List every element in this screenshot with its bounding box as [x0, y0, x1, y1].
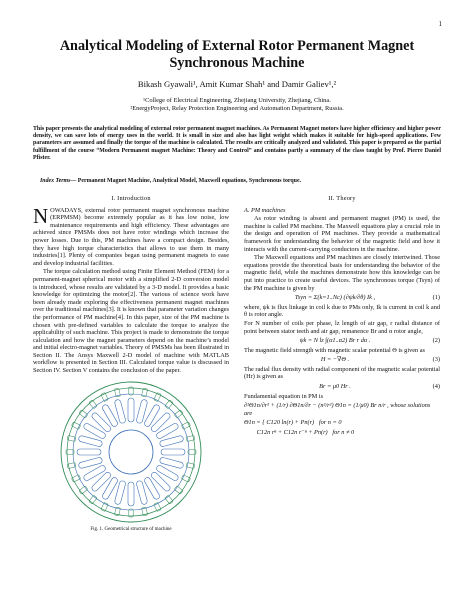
- page-number: 1: [438, 20, 442, 28]
- stator-slot: [91, 411, 112, 432]
- machine-cross-section-image: [46, 379, 216, 525]
- figure-1: [33, 379, 229, 534]
- intro-paragraph-1-text: OWADAYS, external rotor permanent magnet synchronous machine (ERPMSM) become extremely popular as it has low noise, low maintenance requirements and high efficiency. These advantages are achieved since PMSMs does not have rotor windings which increase the power losses. Due to this, PM machines have a compact design. Besides, they have high torque characteristics that allows to use them in many industries[1]. Plenty of companies began using permanent magnets to ease and develop industrial facilities.: [33, 206, 229, 267]
- magnet-slot: [174, 485, 183, 493]
- equation-4-body: Br = μ0 Hr .: [319, 383, 351, 391]
- theory-paragraph-3b: For N number of coils per phase, lz length of air gap, r radial distance of point between stator teeth and air gap, remanence Br and α rotor angle,: [244, 319, 440, 335]
- rotor-outer-ring: [61, 382, 201, 522]
- magnet-slot: [165, 495, 173, 504]
- magnet-slot: [89, 399, 97, 408]
- equation-3-body: H = −∇Θ .: [320, 356, 350, 364]
- stator-slot: [150, 471, 171, 492]
- equation-3-number: (3): [432, 356, 440, 364]
- figure-1-caption: Fig. 1. Geometrical structure of machine: [90, 526, 172, 532]
- stator-slot: [128, 482, 134, 506]
- theory-paragraph-4: The magnetic field strength with magnetic scalar potential Θ is given as: [244, 346, 425, 354]
- air-gap-ring: [73, 394, 189, 510]
- author-list: Bikash Gyawali¹, Amit Kumar Shah¹ and Damir Galiev¹,²: [137, 79, 337, 89]
- theory-paragraph-2: The Maxwell equations and PM machines are closely intertwined. Those equations provide the theoretical basis for understanding the behavior of the magnetic field, while the machines demonstrate how this knowledge can be put into practice to create useful devices. The synchronous torque (Tsyn) of the PM machine is given by: [244, 254, 440, 292]
- drop-cap: N: [33, 203, 49, 228]
- section-heading-introduction: I. Introduction: [111, 195, 151, 202]
- index-terms-label: Index Terms—: [40, 178, 77, 184]
- stator-slot: [77, 449, 101, 455]
- equation-3: [244, 356, 440, 364]
- abstract: This paper presents the analytical modeling of external rotor permanent magnet machines. As Permanent Magnet motors have higher efficiency and higher power density, we can save lots of energy uses in the world. It is small in size and also has light weight which makes it suitable for high-speed applications. Few parameters are assumed and finally the torque of the machine is calculated. The results are critically analyzed and validated. This paper is prepared as the partial fulfillment of the course “Modern Permanent magnet Machine: Theory and Control” and contains partly a summary of the class taught by Prof. Pierre Daniel Pfister.: [33, 126, 441, 161]
- equation-1-number: (1): [432, 294, 440, 302]
- stator-slot: [150, 411, 171, 432]
- theory-paragraph-3a: where, ψk is flux linkage in coil k due to PMs only, Ik is current in coil k and θ is rotor angle.: [244, 303, 440, 319]
- equation-6-cont: [244, 429, 440, 437]
- affiliation-2: ²EnergyProject, Relay Protection Engineering and Automation Department, Russia.: [130, 105, 344, 112]
- magnet-slot: [174, 409, 183, 417]
- stator-bore: [109, 430, 153, 474]
- equation-6-line-1: Θ1n = { C120 ln(r) + Pn(r) for n = 0: [244, 419, 342, 427]
- section-heading-theory: II. Theory: [328, 195, 356, 202]
- equation-6: [244, 419, 440, 427]
- index-terms-text: Permanent Magnet Machine, Analytical Model, Maxwell equations, Synchronous torque.: [76, 178, 302, 184]
- equation-6-line-2: C12n rⁿ + C12n r⁻ⁿ + Pn(r) for n ≠ 0: [244, 429, 355, 437]
- rotor-inner-ring: [67, 388, 195, 516]
- equation-4: [244, 383, 440, 391]
- left-column: [33, 195, 229, 533]
- equation-5-body: ∂²Θ1n/∂r² + (1/r) ∂Θ1n/∂r − (n²/r²) Θ1n = (1/μ0) Br n/r , whose solutions are: [244, 402, 431, 417]
- affiliation-1: ¹College of Electrical Engineering, Zhejiang University, Zhejiang, China.: [143, 97, 331, 104]
- magnet-slot: [79, 409, 88, 417]
- paper-title: Analytical Modeling of External Rotor Permanent Magnet Synchronous Machine: [59, 38, 415, 71]
- equation-1-body: Tsyn = Σ(k=1..Nc) (∂ψk/∂θ) Ik ,: [294, 294, 376, 302]
- magnet-slot: [79, 485, 88, 493]
- magnet-slot: [89, 495, 97, 504]
- equation-2-number: (2): [432, 337, 440, 345]
- stator-slot: [128, 398, 134, 422]
- stator-slot: [161, 449, 185, 455]
- stator-slot: [91, 471, 112, 492]
- equation-1: [244, 294, 440, 302]
- theory-paragraph-6: Fundamental equation in PM is: [244, 392, 324, 400]
- subsection-heading-pm-machines: A. PM machines: [244, 206, 286, 214]
- right-column: [244, 195, 440, 439]
- equation-2: [244, 337, 440, 345]
- equation-4-number: (4): [432, 383, 440, 391]
- intro-paragraph-1: [33, 203, 229, 268]
- equation-2-body: ψk = N lz ∫(α1..α2) Br r dα .: [299, 337, 371, 345]
- theory-paragraph-1: As rotor winding is absent and permanent magnet (PM) is used, the machine is called PM machine. The Maxwell equations play a crucial role in the design and operation of PM machines. They provide a mathematical framework for understanding the behavior of the magnetic field and how it interacts with the current-carrying conductors in the machine.: [244, 215, 440, 253]
- theory-paragraph-5: The radial flux density with radial component of the magnetic scalar potential (Hr) is given as: [244, 365, 441, 381]
- equation-5: [244, 402, 440, 417]
- intro-paragraph-2: The torque calculation method using Finite Element Method (FEM) for a permanent-magnet spherical motor with a simplified 2-D conversion model is introduced, whose results are validated by a 3-D model. It provides a basic knowledge for optimizing the motor[2]. The various of science work have been already made exploring the effectiveness permanent magnet machines over the traditional machines[3]. It is known that parameter variation changes the performance of PM machine[4]. In this paper, size of the PM machine is chosen with pre-defined variables to calculate the torque to analyze the applicability of such machine. This project is made to demonstrate the torque calculation and how the magnet parameters depend on the machine’s model and initial electro-magnet variables. Theory of PMSMs has been illustrated in Section II. The Ansys Maxwell 2-D model of machine with MATLAB workflow is presented in Section III. Calculated torque value is discussed in Section IV. Section V contains the conclusion of the paper.: [33, 268, 229, 375]
- index-terms: [40, 178, 440, 184]
- magnet-slot: [165, 399, 173, 408]
